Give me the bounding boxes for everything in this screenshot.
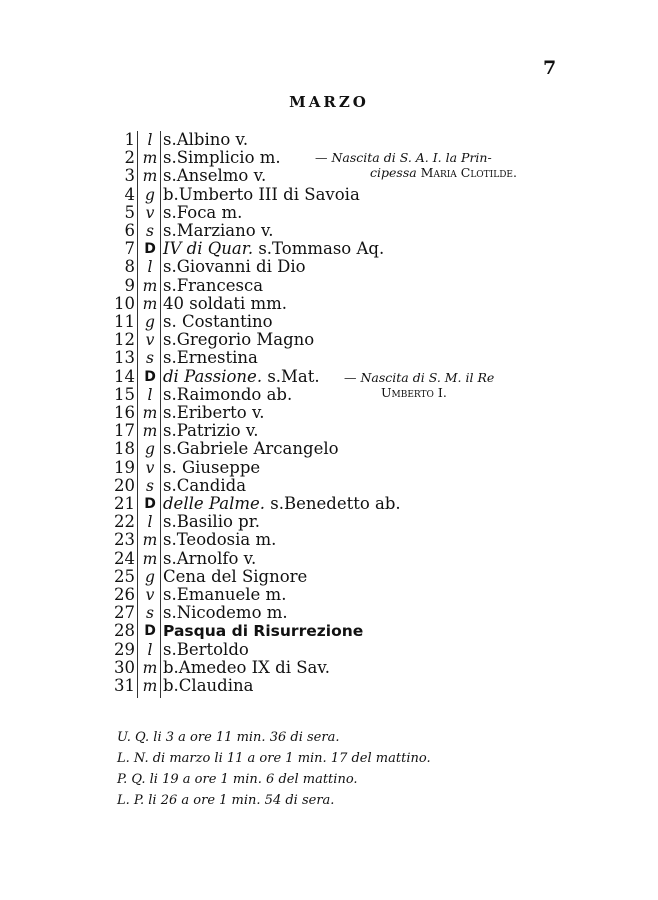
birth-note-1-name: Maria Clotilde. — [420, 165, 517, 180]
saint-entry — [163, 677, 253, 695]
saint-name: s.Simplicio m. — [163, 148, 281, 168]
saint-entry — [163, 295, 287, 313]
saint-entry — [163, 404, 265, 422]
weekday-letter: s — [146, 349, 154, 368]
day-number: 17 — [114, 421, 135, 441]
day-number: 16 — [114, 403, 135, 422]
saint-entry — [163, 440, 339, 458]
saint-name: s.Foca m. — [163, 202, 243, 222]
weekday-letter: v — [145, 586, 155, 604]
day-number: 15 — [114, 384, 135, 404]
day-number: 5 — [124, 202, 135, 222]
saint-name: s.Anselmo v. — [163, 166, 267, 186]
birth-note-2-name: Umberto I. — [381, 385, 447, 400]
saint-name: s.Mat. — [262, 366, 320, 386]
weekday-letter: D — [144, 496, 156, 512]
weekday-letter: s — [146, 222, 154, 240]
day-number: 3 — [124, 166, 135, 186]
weekday-letter: m — [142, 677, 158, 695]
weekday-letter: m — [142, 422, 158, 441]
day-number: 20 — [114, 475, 135, 495]
day-number: 23 — [114, 530, 135, 550]
saint-entry — [163, 368, 320, 386]
day-number: 11 — [114, 312, 135, 331]
saint-entry — [163, 622, 363, 640]
day-number: 12 — [114, 330, 135, 350]
moon-phase-line: L. N. di marzo li 11 a ore 1 min. 17 del mattino. — [117, 751, 431, 766]
weekday-letter: m — [142, 658, 158, 677]
column-divider-left — [137, 131, 138, 698]
day-number: 1 — [124, 130, 135, 149]
saint-name: s.Gregorio Magno — [163, 330, 315, 350]
saint-entry — [163, 495, 401, 513]
day-number: 29 — [114, 639, 135, 659]
saint-name: s.Candida — [163, 475, 247, 495]
weekday-letter: m — [142, 149, 158, 168]
saint-name: s.Raimondo ab. — [163, 384, 293, 404]
weekday-letter: m — [142, 531, 158, 550]
weekday-letter: l — [147, 385, 153, 404]
saint-name: s.Tommaso Aq. — [253, 239, 385, 259]
birth-note-2-line1: — Nascita di S. M. il Re — [344, 370, 495, 385]
day-number: 13 — [114, 348, 135, 368]
saint-entry — [163, 186, 360, 204]
weekday-letter: D — [144, 241, 156, 258]
saint-entry — [163, 568, 307, 586]
saint-entry — [163, 258, 306, 276]
saint-name: s. Giuseppe — [163, 457, 261, 477]
day-number: 21 — [114, 494, 135, 513]
liturgical-label: delle Palme. — [163, 494, 266, 513]
moon-phase-line: L. P. li 26 a ore 1 min. 54 di sera. — [117, 793, 335, 808]
day-number: 28 — [114, 621, 135, 641]
saint-name: s. Costantino — [163, 312, 273, 331]
saint-entry — [163, 459, 260, 477]
saint-entry — [163, 550, 256, 568]
saint-entry — [163, 513, 260, 531]
column-divider-right — [160, 131, 161, 698]
day-number: 10 — [114, 293, 135, 313]
saint-name: s.Albino v. — [163, 130, 249, 149]
saint-name: 40 soldati mm. — [163, 293, 288, 313]
birth-note-1-line1: — Nascita di S. A. I. la Prin- — [315, 150, 492, 165]
saint-name: Cena del Signore — [163, 566, 308, 586]
saint-entry — [163, 240, 384, 258]
saint-name: Pasqua di Risurrezione — [163, 622, 364, 641]
birth-note-1-line2 — [370, 165, 517, 180]
day-number: 2 — [124, 148, 135, 168]
saint-entry — [163, 586, 286, 604]
moon-phase-line: P. Q. li 19 a ore 1 min. 6 del mattino. — [117, 772, 358, 787]
day-number: 31 — [114, 676, 135, 695]
saint-name: s.Arnolfo v. — [163, 548, 257, 568]
saint-entry — [163, 659, 330, 677]
saint-name: s.Gabriele Arcangelo — [163, 439, 339, 459]
weekday-letter: m — [142, 294, 158, 313]
saint-name: s.Marziano v. — [163, 221, 274, 240]
day-number: 8 — [124, 257, 135, 277]
saint-entry — [163, 167, 266, 185]
saint-entry — [163, 222, 274, 240]
saint-name: s.Patrizio v. — [163, 421, 259, 441]
weekday-letter: v — [145, 458, 155, 477]
saint-entry — [163, 531, 276, 549]
saint-name: b.Claudina — [163, 676, 254, 695]
weekday-letter: l — [147, 131, 153, 149]
saint-entry — [163, 349, 258, 367]
saint-name: b.Umberto III di Savoia — [163, 184, 360, 204]
liturgical-label: di Passione. — [163, 366, 263, 386]
weekday-letter: m — [142, 167, 158, 186]
moon-phase-line: U. Q. li 3 a ore 11 min. 36 di sera. — [117, 730, 340, 745]
weekday-letter: l — [147, 640, 153, 659]
saint-name: s.Basilio pr. — [163, 512, 261, 532]
weekday-letter: g — [145, 440, 155, 459]
birth-note-2-line2 — [381, 385, 447, 400]
day-number: 30 — [114, 657, 135, 677]
saint-name: s.Giovanni di Dio — [163, 257, 306, 277]
saint-name: s.Emanuele m. — [163, 585, 287, 604]
weekday-letter: g — [145, 313, 155, 331]
saint-name: b.Amedeo IX di Sav. — [163, 657, 330, 677]
saint-name: s.Bertoldo — [163, 639, 249, 659]
day-number: 9 — [124, 275, 135, 295]
saint-entry — [163, 477, 246, 495]
saint-name: s.Nicodemo m. — [163, 603, 288, 623]
saint-entry — [163, 604, 288, 622]
day-number: 6 — [124, 221, 135, 240]
weekday-letter: v — [145, 331, 155, 350]
weekday-letter: m — [142, 549, 158, 568]
saint-entry — [163, 641, 249, 659]
weekday-letter: s — [146, 604, 154, 623]
day-number: 7 — [124, 239, 135, 259]
page-number: 7 — [543, 57, 557, 79]
saint-entry — [163, 131, 248, 149]
weekday-letter: g — [145, 567, 155, 586]
weekday-letter: m — [142, 276, 158, 295]
weekday-letter: v — [145, 203, 155, 222]
weekday-letter: D — [144, 623, 156, 640]
day-number: 14 — [114, 366, 135, 386]
saint-entry — [163, 422, 258, 440]
weekday-letter: g — [145, 185, 155, 204]
weekday-letter: s — [146, 476, 154, 495]
saint-entry — [163, 149, 281, 167]
saint-name: s.Francesca — [163, 275, 264, 295]
weekday-letter: l — [147, 513, 153, 532]
liturgical-label: IV di Quar. — [163, 239, 254, 259]
birth-note-1-italic: cipessa — [370, 165, 421, 180]
day-number: 22 — [114, 512, 135, 532]
weekday-letter: l — [147, 258, 153, 277]
saint-entry — [163, 331, 314, 349]
weekday-letter: D — [144, 368, 156, 385]
day-number: 24 — [114, 548, 135, 568]
day-number: 26 — [114, 585, 135, 604]
month-title: MARZO — [289, 93, 369, 111]
saint-name: s.Eriberto v. — [163, 403, 265, 422]
day-number: 4 — [124, 184, 135, 204]
saint-entry — [163, 386, 292, 404]
saint-name: s.Teodosia m. — [163, 530, 277, 550]
weekday-letter: m — [142, 404, 158, 422]
day-number: 19 — [114, 457, 135, 477]
saint-name: s.Ernestina — [163, 348, 258, 368]
saint-name: s.Benedetto ab. — [265, 494, 401, 513]
saint-entry — [163, 313, 273, 331]
day-number: 25 — [114, 566, 135, 586]
day-number: 27 — [114, 603, 135, 623]
day-number: 18 — [114, 439, 135, 459]
saint-entry — [163, 204, 242, 222]
saint-entry — [163, 277, 263, 295]
